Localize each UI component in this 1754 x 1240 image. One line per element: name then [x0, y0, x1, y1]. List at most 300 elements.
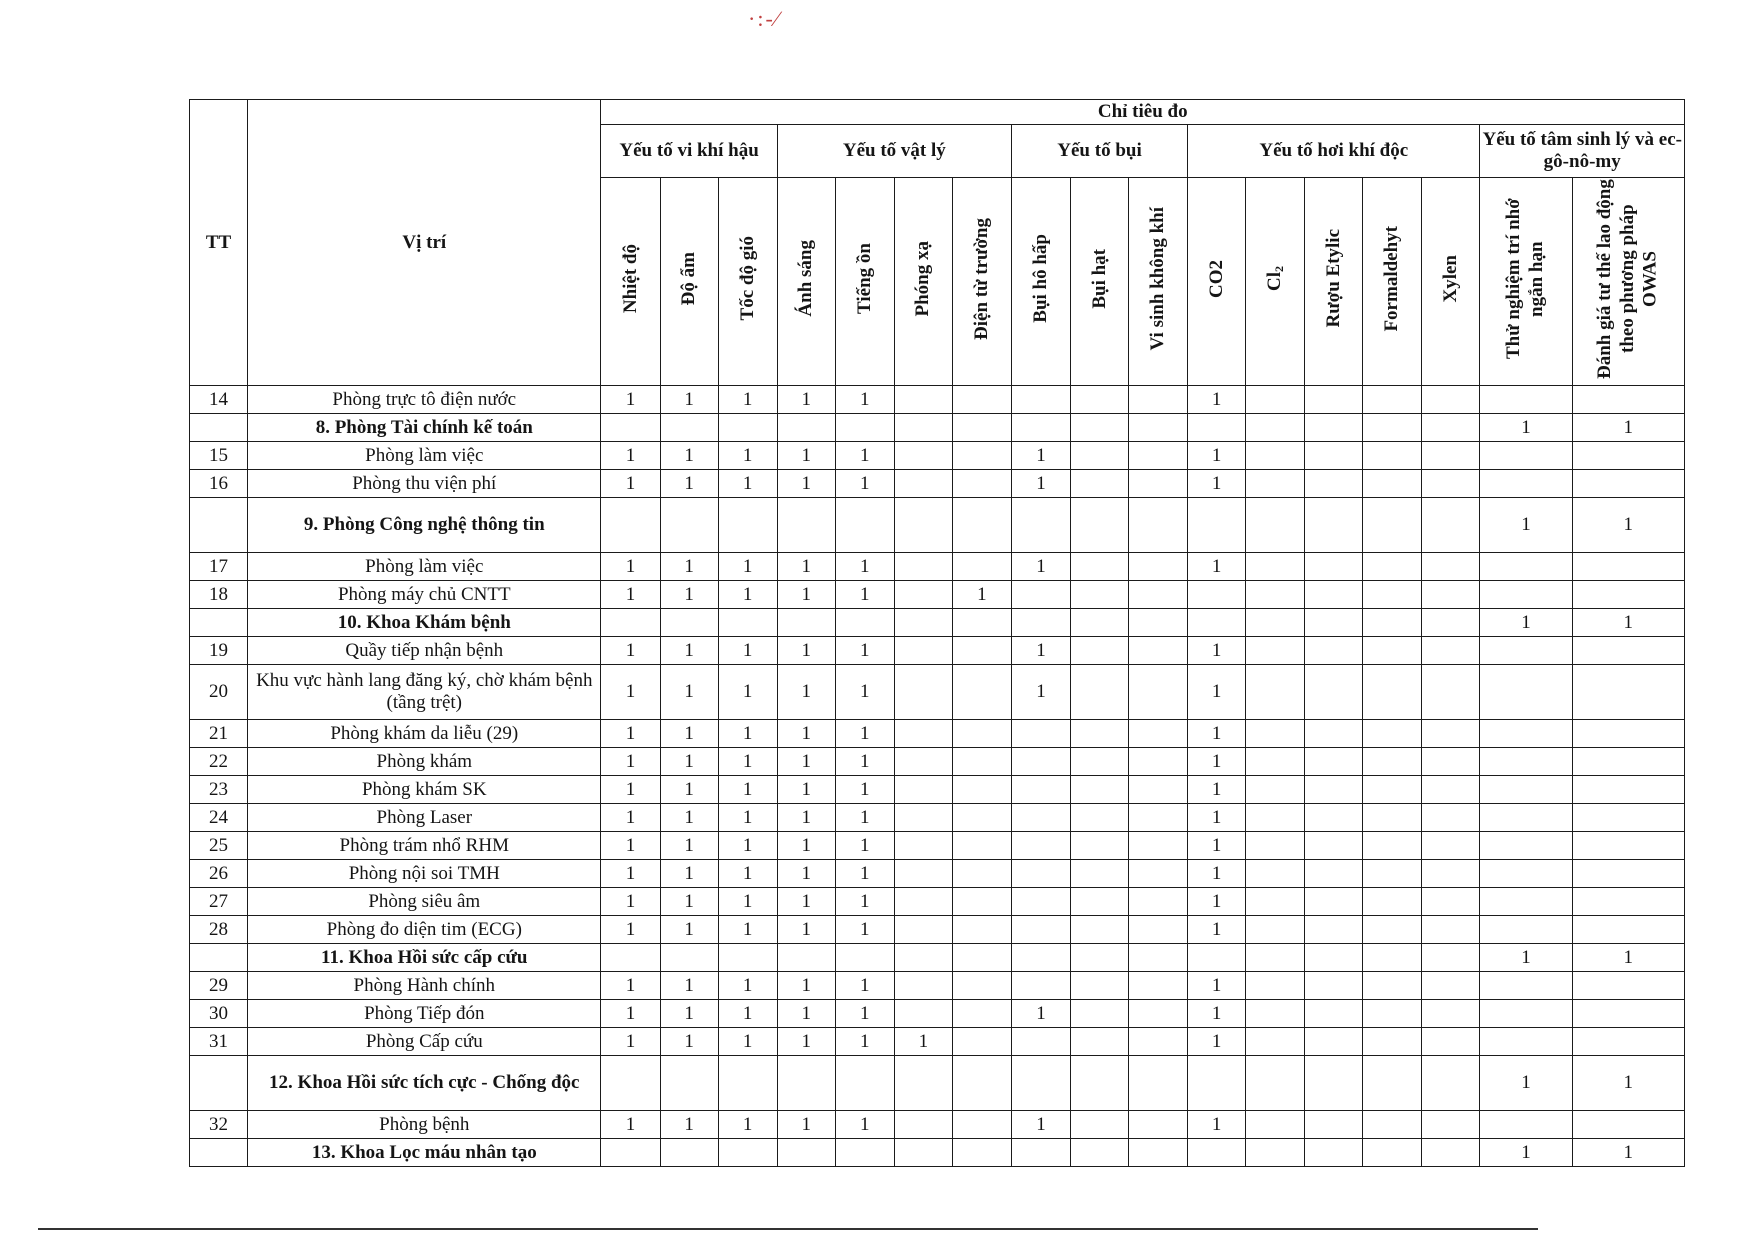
section-row [190, 1056, 1685, 1111]
table-row [190, 581, 1685, 609]
row-value-cell: 1 [1188, 748, 1246, 776]
row-value-cell [1572, 470, 1684, 498]
row-value-cell [601, 609, 660, 637]
row-position: Phòng trám nhổ RHM [248, 832, 601, 860]
col-tieng-on: Tiếng ồn [835, 178, 894, 386]
section-row [190, 944, 1685, 972]
row-tt: 31 [190, 1028, 248, 1056]
row-value-cell: 1 [1011, 553, 1070, 581]
row-value-cell [894, 665, 952, 720]
row-value-cell [1422, 609, 1480, 637]
table-body [190, 386, 1685, 1167]
col-nhiet-do: Nhiệt độ [601, 178, 660, 386]
row-value-cell [1129, 581, 1188, 609]
row-position: Phòng Hành chính [248, 972, 601, 1000]
table-row [190, 1111, 1685, 1139]
row-value-cell: 1 [601, 1000, 660, 1028]
table-row [190, 442, 1685, 470]
row-value-cell: 1 [777, 748, 835, 776]
row-value-cell: 1 [718, 776, 777, 804]
row-value-cell: 1 [835, 916, 894, 944]
row-value-cell [1572, 665, 1684, 720]
footer-rule [38, 1228, 1538, 1230]
row-value-cell [1011, 1056, 1070, 1111]
row-value-cell [1070, 553, 1128, 581]
row-value-cell [952, 1111, 1011, 1139]
row-value-cell [1422, 720, 1480, 748]
row-value-cell [1188, 581, 1246, 609]
row-value-cell [1572, 748, 1684, 776]
table-row [190, 553, 1685, 581]
row-value-cell [601, 944, 660, 972]
row-value-cell [1129, 414, 1188, 442]
row-value-cell [1129, 1000, 1188, 1028]
row-value-cell [952, 1028, 1011, 1056]
row-value-cell [894, 553, 952, 581]
row-value-cell: 1 [1480, 1056, 1572, 1111]
row-value-cell: 1 [1188, 553, 1246, 581]
row-value-cell [1246, 972, 1305, 1000]
section-row [190, 609, 1685, 637]
row-value-cell [1011, 748, 1070, 776]
row-value-cell: 1 [660, 888, 718, 916]
table-row [190, 748, 1685, 776]
row-value-cell [1070, 776, 1128, 804]
row-value-cell [1129, 498, 1188, 553]
row-value-cell [1305, 776, 1363, 804]
row-value-cell: 1 [660, 470, 718, 498]
row-value-cell [660, 1056, 718, 1111]
row-value-cell: 1 [1188, 888, 1246, 916]
row-value-cell [1188, 498, 1246, 553]
row-value-cell: 1 [835, 888, 894, 916]
row-value-cell [1480, 916, 1572, 944]
row-position: Phòng đo diện tim (ECG) [248, 916, 601, 944]
row-value-cell [1246, 1111, 1305, 1139]
row-tt: 23 [190, 776, 248, 804]
row-value-cell: 1 [718, 386, 777, 414]
row-tt: 14 [190, 386, 248, 414]
row-value-cell: 1 [835, 804, 894, 832]
row-value-cell: 1 [1188, 386, 1246, 414]
row-value-cell: 1 [660, 916, 718, 944]
row-value-cell [1480, 581, 1572, 609]
row-value-cell: 1 [894, 1028, 952, 1056]
row-value-cell [1011, 804, 1070, 832]
row-value-cell [952, 637, 1011, 665]
col-do-am: Độ ẩm [660, 178, 718, 386]
row-value-cell: 1 [835, 748, 894, 776]
row-value-cell [777, 1139, 835, 1167]
row-value-cell: 1 [835, 1111, 894, 1139]
row-value-cell: 1 [601, 776, 660, 804]
row-value-cell [835, 1056, 894, 1111]
row-value-cell [1480, 972, 1572, 1000]
header-tt: TT [190, 100, 248, 386]
row-value-cell: 1 [777, 470, 835, 498]
row-value-cell [952, 498, 1011, 553]
row-value-cell: 1 [1188, 1111, 1246, 1139]
row-position: Quầy tiếp nhận bệnh [248, 637, 601, 665]
row-value-cell [1129, 553, 1188, 581]
row-value-cell [1572, 386, 1684, 414]
row-value-cell [777, 414, 835, 442]
row-value-cell [1011, 916, 1070, 944]
row-tt [190, 944, 248, 972]
col-tri-nho: Thử nghiệm trí nhớ ngắn hạn [1480, 178, 1572, 386]
row-value-cell: 1 [718, 972, 777, 1000]
row-value-cell [1129, 1028, 1188, 1056]
col-bui-ho-hap: Bụi hô hấp [1011, 178, 1070, 386]
row-value-cell [1305, 1111, 1363, 1139]
row-value-cell [1246, 581, 1305, 609]
header-vi-tri: Vị trí [248, 100, 601, 386]
row-value-cell: 1 [601, 1111, 660, 1139]
row-value-cell: 1 [718, 470, 777, 498]
row-value-cell: 1 [660, 581, 718, 609]
row-value-cell [952, 1056, 1011, 1111]
row-value-cell: 1 [1572, 1056, 1684, 1111]
row-value-cell: 1 [660, 776, 718, 804]
row-value-cell [1305, 637, 1363, 665]
row-value-cell: 1 [835, 637, 894, 665]
row-value-cell [1246, 609, 1305, 637]
row-value-cell [952, 1139, 1011, 1167]
row-value-cell: 1 [660, 860, 718, 888]
row-value-cell [1129, 720, 1188, 748]
row-value-cell [1422, 944, 1480, 972]
row-value-cell [1363, 637, 1422, 665]
row-value-cell: 1 [777, 581, 835, 609]
row-value-cell [1246, 1000, 1305, 1028]
row-value-cell [1070, 860, 1128, 888]
row-value-cell [660, 498, 718, 553]
group-bui: Yếu tố bụi [1011, 125, 1187, 178]
row-value-cell [1363, 442, 1422, 470]
row-value-cell [1305, 748, 1363, 776]
row-value-cell [1011, 776, 1070, 804]
row-value-cell [1363, 386, 1422, 414]
row-value-cell [1305, 498, 1363, 553]
row-value-cell [1572, 832, 1684, 860]
row-value-cell [894, 386, 952, 414]
row-value-cell: 1 [601, 916, 660, 944]
row-tt: 22 [190, 748, 248, 776]
col-anh-sang: Ánh sáng [777, 178, 835, 386]
row-value-cell [1422, 1056, 1480, 1111]
row-value-cell [1305, 972, 1363, 1000]
row-value-cell: 1 [835, 832, 894, 860]
row-value-cell [1129, 776, 1188, 804]
row-value-cell: 1 [1011, 442, 1070, 470]
row-value-cell: 1 [718, 637, 777, 665]
row-value-cell [1422, 553, 1480, 581]
row-value-cell [894, 1111, 952, 1139]
row-value-cell [1305, 832, 1363, 860]
row-value-cell [1363, 1028, 1422, 1056]
row-value-cell [718, 1056, 777, 1111]
page-scan-mark: ·:-∕ [748, 6, 781, 31]
row-value-cell [1188, 1056, 1246, 1111]
row-value-cell [1129, 888, 1188, 916]
row-value-cell [1246, 832, 1305, 860]
row-value-cell [1129, 442, 1188, 470]
row-value-cell [894, 1056, 952, 1111]
row-value-cell [1011, 414, 1070, 442]
row-value-cell [1363, 944, 1422, 972]
table-row [190, 832, 1685, 860]
row-value-cell: 1 [1188, 442, 1246, 470]
row-value-cell: 1 [601, 553, 660, 581]
group-vat-ly: Yếu tố vật lý [777, 125, 1011, 178]
row-value-cell: 1 [1188, 1028, 1246, 1056]
row-value-cell [1422, 832, 1480, 860]
row-value-cell: 1 [660, 442, 718, 470]
row-value-cell: 1 [718, 581, 777, 609]
row-position: Phòng Tiếp đón [248, 1000, 601, 1028]
row-tt: 20 [190, 665, 248, 720]
row-value-cell [1363, 776, 1422, 804]
row-value-cell [1246, 916, 1305, 944]
row-value-cell [1422, 888, 1480, 916]
row-value-cell [1572, 860, 1684, 888]
row-value-cell: 1 [1011, 665, 1070, 720]
row-value-cell [660, 1139, 718, 1167]
row-value-cell [952, 1000, 1011, 1028]
table-row [190, 1000, 1685, 1028]
row-value-cell [1070, 1111, 1128, 1139]
row-tt: 30 [190, 1000, 248, 1028]
row-value-cell [777, 609, 835, 637]
row-value-cell: 1 [718, 1028, 777, 1056]
row-tt [190, 498, 248, 553]
row-tt: 15 [190, 442, 248, 470]
row-position: Phòng máy chủ CNTT [248, 581, 601, 609]
row-value-cell: 1 [1011, 1111, 1070, 1139]
row-tt: 18 [190, 581, 248, 609]
row-value-cell [952, 804, 1011, 832]
col-dien-tu-truong: Điện từ trường [952, 178, 1011, 386]
row-value-cell: 1 [835, 1000, 894, 1028]
row-value-cell [1305, 804, 1363, 832]
row-value-cell: 1 [952, 581, 1011, 609]
row-value-cell: 1 [1188, 470, 1246, 498]
row-value-cell [718, 609, 777, 637]
row-value-cell [1422, 498, 1480, 553]
header-chi-tieu-do: Chỉ tiêu đo [601, 100, 1685, 125]
col-cl2: $Cl_2$ [1246, 178, 1305, 386]
group-vi-khi-hau: Yếu tố vi khí hậu [601, 125, 777, 178]
row-value-cell [1480, 804, 1572, 832]
row-value-cell [1011, 888, 1070, 916]
row-tt [190, 1139, 248, 1167]
row-value-cell: 1 [835, 720, 894, 748]
row-value-cell [1305, 1056, 1363, 1111]
row-value-cell [718, 414, 777, 442]
row-value-cell [1246, 442, 1305, 470]
row-value-cell: 1 [718, 804, 777, 832]
row-value-cell: 1 [777, 553, 835, 581]
row-value-cell [1246, 776, 1305, 804]
row-value-cell: 1 [601, 1028, 660, 1056]
row-value-cell [1305, 553, 1363, 581]
table-row [190, 916, 1685, 944]
row-value-cell: 1 [660, 386, 718, 414]
table-row [190, 1028, 1685, 1056]
row-value-cell [835, 498, 894, 553]
table-row [190, 888, 1685, 916]
row-value-cell [1363, 581, 1422, 609]
row-value-cell [952, 414, 1011, 442]
row-tt: 26 [190, 860, 248, 888]
row-value-cell [1422, 972, 1480, 1000]
row-value-cell: 1 [1480, 498, 1572, 553]
row-value-cell [1305, 720, 1363, 748]
row-position: Khu vực hành lang đăng ký, chờ khám bệnh (tầng trệt) [248, 665, 601, 720]
row-value-cell: 1 [660, 804, 718, 832]
row-value-cell [1129, 1139, 1188, 1167]
row-value-cell: 1 [660, 637, 718, 665]
row-value-cell [1188, 944, 1246, 972]
row-value-cell: 1 [601, 804, 660, 832]
row-value-cell [952, 386, 1011, 414]
row-value-cell [1480, 860, 1572, 888]
table-row [190, 386, 1685, 414]
row-value-cell [1011, 860, 1070, 888]
row-value-cell [1129, 665, 1188, 720]
row-value-cell [1129, 470, 1188, 498]
col-xylen: Xylen [1422, 178, 1480, 386]
section-title: 8. Phòng Tài chính kế toán [248, 414, 601, 442]
row-value-cell [1363, 553, 1422, 581]
row-value-cell [1129, 1056, 1188, 1111]
row-value-cell: 1 [660, 748, 718, 776]
row-value-cell [894, 888, 952, 916]
row-tt: 28 [190, 916, 248, 944]
row-value-cell [1480, 386, 1572, 414]
row-value-cell [1422, 470, 1480, 498]
row-value-cell [894, 748, 952, 776]
row-value-cell [894, 720, 952, 748]
row-value-cell [952, 609, 1011, 637]
row-value-cell [1011, 609, 1070, 637]
row-value-cell [1246, 1139, 1305, 1167]
row-value-cell [1305, 442, 1363, 470]
row-value-cell [835, 944, 894, 972]
row-value-cell: 1 [601, 442, 660, 470]
row-value-cell [1480, 1028, 1572, 1056]
table-row [190, 804, 1685, 832]
row-value-cell: 1 [660, 832, 718, 860]
row-value-cell: 1 [601, 860, 660, 888]
row-value-cell [1480, 665, 1572, 720]
row-value-cell [1572, 888, 1684, 916]
row-value-cell [1246, 944, 1305, 972]
col-phong-xa: Phóng xạ [894, 178, 952, 386]
row-value-cell [660, 609, 718, 637]
row-value-cell: 1 [1188, 832, 1246, 860]
row-tt [190, 1056, 248, 1111]
row-value-cell: 1 [1188, 665, 1246, 720]
row-value-cell: 1 [660, 665, 718, 720]
row-position: Phòng Cấp cứu [248, 1028, 601, 1056]
row-value-cell [952, 748, 1011, 776]
row-value-cell [1363, 498, 1422, 553]
row-tt: 16 [190, 470, 248, 498]
row-value-cell [1363, 609, 1422, 637]
row-value-cell [1480, 720, 1572, 748]
row-value-cell: 1 [601, 637, 660, 665]
row-value-cell [1188, 414, 1246, 442]
row-value-cell: 1 [835, 972, 894, 1000]
row-position: Phòng khám [248, 748, 601, 776]
row-value-cell [1572, 972, 1684, 1000]
row-value-cell: 1 [777, 386, 835, 414]
row-value-cell [1422, 581, 1480, 609]
row-value-cell [894, 776, 952, 804]
row-value-cell [1305, 860, 1363, 888]
row-value-cell [1070, 1139, 1128, 1167]
row-value-cell: 1 [777, 665, 835, 720]
row-value-cell [1070, 609, 1128, 637]
row-value-cell: 1 [1011, 470, 1070, 498]
row-value-cell [1070, 916, 1128, 944]
row-value-cell [1305, 1028, 1363, 1056]
row-value-cell [1246, 498, 1305, 553]
row-value-cell [1422, 1000, 1480, 1028]
row-value-cell [894, 414, 952, 442]
row-value-cell [1129, 916, 1188, 944]
row-value-cell [660, 944, 718, 972]
row-value-cell [1572, 804, 1684, 832]
row-value-cell: 1 [601, 470, 660, 498]
row-value-cell [601, 498, 660, 553]
section-title: 13. Khoa Lọc máu nhân tạo [248, 1139, 601, 1167]
row-value-cell: 1 [660, 1000, 718, 1028]
row-value-cell [1070, 386, 1128, 414]
row-value-cell [718, 498, 777, 553]
row-position: Phòng nội soi TMH [248, 860, 601, 888]
row-value-cell [1572, 1028, 1684, 1056]
row-value-cell [718, 944, 777, 972]
row-value-cell: 1 [718, 1111, 777, 1139]
row-value-cell: 1 [777, 804, 835, 832]
row-value-cell: 1 [777, 637, 835, 665]
section-title: 10. Khoa Khám bệnh [248, 609, 601, 637]
row-value-cell [1246, 637, 1305, 665]
table-row [190, 776, 1685, 804]
row-tt [190, 609, 248, 637]
row-value-cell: 1 [835, 665, 894, 720]
row-value-cell [1188, 1139, 1246, 1167]
group-tam-sinh-ly: Yếu tố tâm sinh lý và ec-gô-nô-my [1480, 125, 1685, 178]
row-value-cell [1129, 637, 1188, 665]
row-value-cell: 1 [777, 720, 835, 748]
row-value-cell [1422, 665, 1480, 720]
row-value-cell: 1 [718, 442, 777, 470]
row-value-cell [1363, 832, 1422, 860]
row-value-cell: 1 [1188, 972, 1246, 1000]
row-value-cell [952, 888, 1011, 916]
row-tt: 27 [190, 888, 248, 916]
group-hoi-khi-doc: Yếu tố hơi khí độc [1188, 125, 1480, 178]
row-value-cell [1422, 386, 1480, 414]
row-value-cell [1305, 470, 1363, 498]
row-value-cell [835, 414, 894, 442]
row-value-cell: 1 [835, 442, 894, 470]
row-value-cell: 1 [1188, 637, 1246, 665]
row-value-cell: 1 [777, 1000, 835, 1028]
